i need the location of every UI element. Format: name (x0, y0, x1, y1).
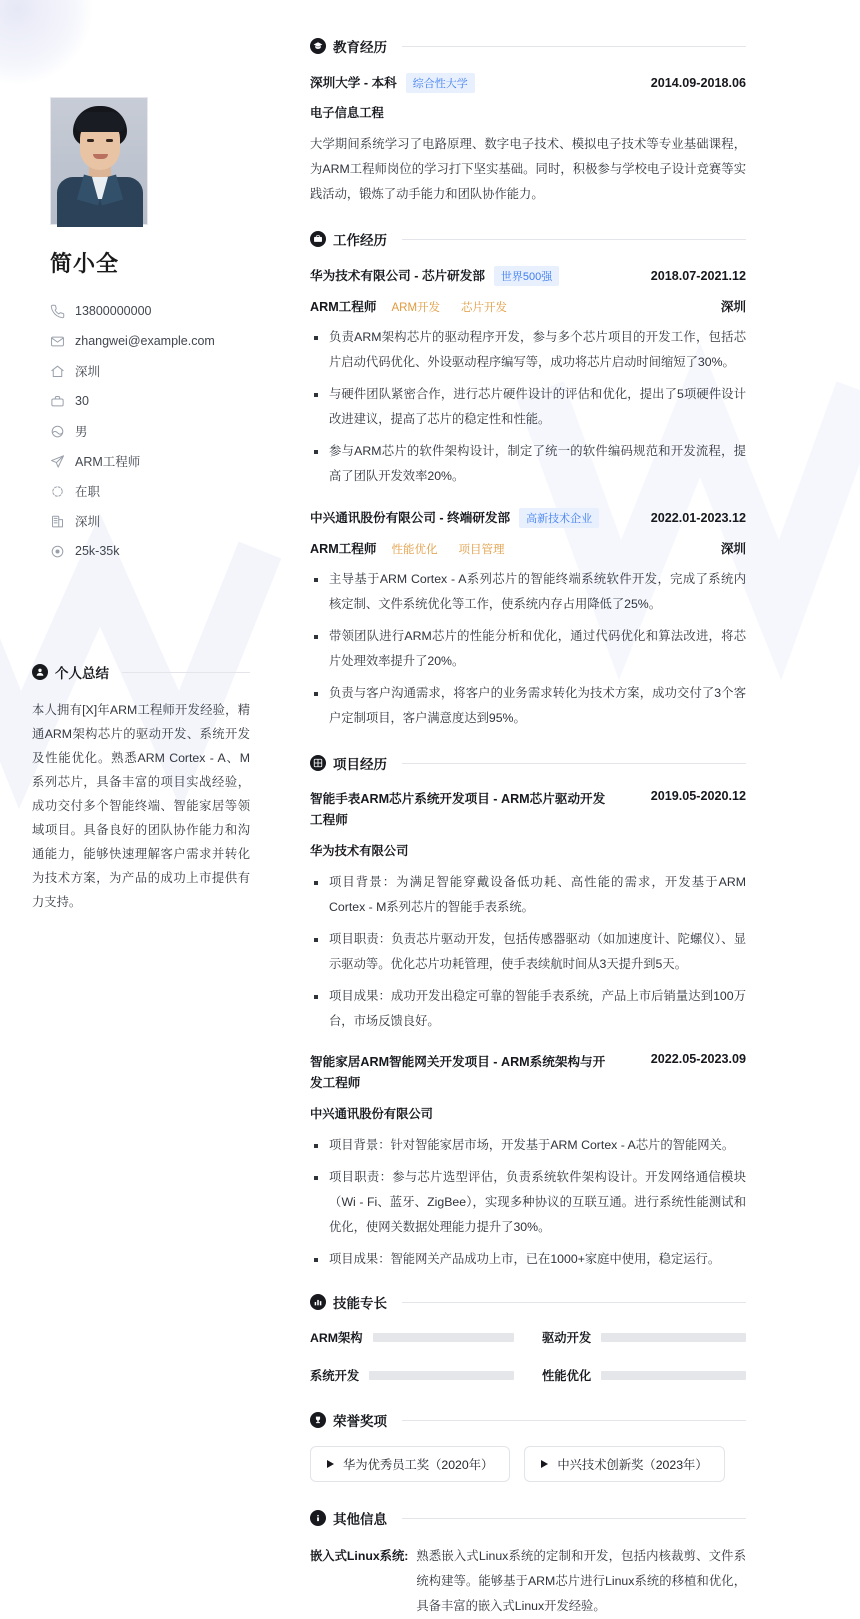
contact-item-email (50, 326, 272, 356)
gender-icon (50, 424, 65, 439)
other-divider (402, 1518, 746, 1519)
education-entry-header (310, 72, 746, 93)
summary-title: 个人总结 (55, 666, 109, 681)
project-company: 中兴通讯股份有限公司 (310, 1107, 433, 1121)
skill-name: 系统开发 (310, 1369, 360, 1383)
education-tag: 综合性大学 (406, 73, 475, 93)
sidebar (0, 0, 300, 1508)
other-label: 嵌入式Linux系统: (310, 1549, 409, 1563)
skill-name: 性能优化 (542, 1369, 592, 1383)
work-entry-header (310, 265, 746, 286)
education-header (310, 36, 746, 56)
skill-bar (601, 1333, 746, 1342)
contact-item-worklocation (50, 506, 272, 536)
page-title: 简小全 (50, 251, 120, 276)
project-name: 智能手表ARM芯片系统开发项目 - ARM芯片驱动开发工程师 (310, 792, 606, 827)
work-date: 2018.07-2021.12 (650, 269, 746, 283)
work-bullet: 负责ARM架构芯片的驱动程序开发，参与多个芯片项目的开发工作，包括芯片启动代码优化、外设驱动程序编写等，成功将芯片启动时间缩短了30%。 (310, 325, 746, 375)
work-tag: 高新技术企业 (519, 508, 599, 528)
honors-header (310, 1410, 746, 1430)
contact-item-salary (50, 536, 272, 566)
contact-value-status: 在职 (75, 485, 101, 499)
honor-item[interactable] (524, 1446, 724, 1482)
graduation-cap-icon (310, 38, 326, 54)
education-description: 大学期间系统学习了电路原理、数字电子技术、模拟电子技术等专业基础课程，为ARM工程师岗位的学习打下坚实基础。同时，积极参与学校电子设计竞赛等实践活动，锻炼了动手能力和团队协作能力。 (310, 137, 746, 201)
skills-section (310, 1292, 746, 1384)
other-header (310, 1508, 746, 1528)
summary-section (32, 662, 250, 914)
education-section (310, 36, 746, 207)
home-icon (50, 364, 65, 379)
work-bullet: 与硬件团队紧密合作，进行芯片硬件设计的评估和优化，提出了5项硬件设计改进建议，提高了芯片的稳定性和性能。 (310, 382, 746, 432)
contact-value-gender: 男 (75, 425, 88, 439)
contact-list (50, 296, 272, 566)
work-role-row (310, 296, 746, 315)
work-role-row (310, 538, 746, 557)
skills-header (310, 1292, 746, 1312)
work-company: 华为技术有限公司 - 芯片研发部 (310, 269, 485, 283)
main-content (300, 0, 794, 1613)
contact-item-gender (50, 416, 272, 446)
summary-divider (122, 672, 250, 673)
briefcase-circle-icon (310, 231, 326, 247)
contact-value-email: zhangwei@example.com (75, 334, 215, 348)
paper-plane-icon (50, 454, 65, 469)
salary-icon (50, 544, 65, 559)
work-title: 工作经历 (333, 233, 387, 248)
project-bullet: 项目成果：成功开发出稳定可靠的智能手表系统，产品上市后销量达到100万台，市场反馈良好。 (310, 984, 746, 1034)
user-circle-icon (32, 664, 48, 680)
contact-value-position: ARM工程师 (75, 455, 141, 469)
status-icon (50, 484, 65, 499)
project-company: 华为技术有限公司 (310, 844, 409, 858)
project-bullet: 项目成果：智能网关产品成功上市，已在1000+家庭中使用，稳定运行。 (310, 1247, 746, 1272)
projects-divider (402, 763, 746, 764)
work-bullet: 带领团队进行ARM芯片的性能分析和优化，通过代码优化和算法改进，将芯片处理效率提升了20%。 (310, 624, 746, 674)
project-bullet: 项目背景：针对智能家居市场，开发基于ARM Cortex - A芯片的智能网关。 (310, 1133, 746, 1158)
chart-bar-icon (310, 1294, 326, 1310)
contact-value-age: 30 (75, 394, 89, 408)
info-circle-icon (310, 1510, 326, 1526)
project-grid-icon (310, 755, 326, 771)
skills-divider (402, 1302, 746, 1303)
work-section (310, 229, 746, 731)
project-entry-header (310, 789, 746, 831)
projects-section (310, 753, 746, 1272)
work-location: 深圳 (720, 542, 746, 556)
work-bullet: 负责与客户沟通需求，将客户的业务需求转化为技术方案，成功交付了3个客户定制项目，客户满意度达到95%。 (310, 681, 746, 731)
contact-item-position (50, 446, 272, 476)
education-major: 电子信息工程 (310, 106, 384, 120)
work-tag: 世界500强 (494, 266, 559, 286)
work-role-tag: 芯片开发 (461, 302, 508, 314)
project-entry (310, 789, 746, 1034)
skill-bar (601, 1371, 746, 1380)
skill-item (310, 1366, 514, 1384)
contact-item-phone (50, 296, 272, 326)
summary-text: 本人拥有[X]年ARM工程师开发经验，精通ARM架构芯片的驱动开发、系统开发及性能优化。熟悉ARM Cortex - A、M系列芯片，具备丰富的项目实战经验，成功交付多个智能终端、智能家居等领域项目。具备良好的团队协作能力和沟通能力，能够快速理解客户需求并转化为技术方案，为产品的成功上市提供有力支持。 (32, 703, 250, 909)
skill-name: ARM架构 (310, 1331, 363, 1345)
skill-item (542, 1366, 746, 1384)
contact-value-phone: 13800000000 (75, 304, 152, 318)
play-triangle-icon (327, 1460, 334, 1468)
other-item (310, 1544, 746, 1619)
work-role: ARM工程师 (310, 542, 377, 556)
work-role-tag: 性能优化 (391, 544, 438, 556)
avatar (50, 97, 148, 225)
project-bullets (310, 1133, 746, 1272)
work-role: ARM工程师 (310, 300, 377, 314)
work-header (310, 229, 746, 249)
honors-list (310, 1446, 746, 1482)
skill-item (310, 1328, 514, 1346)
projects-header (310, 753, 746, 773)
briefcase-icon (50, 394, 65, 409)
projects-title: 项目经历 (333, 757, 387, 772)
contact-item-age (50, 386, 272, 416)
honors-section (310, 1410, 746, 1482)
project-date: 2019.05-2020.12 (650, 789, 746, 803)
education-title: 教育经历 (333, 40, 387, 55)
other-title: 其他信息 (333, 1512, 387, 1527)
contact-item-status (50, 476, 272, 506)
work-entry-header (310, 507, 746, 528)
building-icon (50, 514, 65, 529)
envelope-icon (50, 334, 65, 349)
phone-icon (50, 304, 65, 319)
education-date: 2014.09-2018.06 (650, 76, 746, 90)
project-bullet: 项目背景：为满足智能穿戴设备低功耗、高性能的需求，开发基于ARM Cortex - M系列芯片的智能手表系统。 (310, 870, 746, 920)
skills-title: 技能专长 (333, 1296, 387, 1311)
project-date: 2022.05-2023.09 (650, 1052, 746, 1066)
honors-title: 荣誉奖项 (333, 1414, 387, 1429)
contact-value-salary: 25k-35k (75, 544, 120, 558)
skill-name: 驱动开发 (542, 1331, 592, 1345)
trophy-circle-icon (310, 1412, 326, 1428)
work-entry (310, 265, 746, 489)
work-bullets (310, 325, 746, 489)
other-text: 熟悉嵌入式Linux系统的定制和开发，包括内核裁剪、文件系统构建等。能够基于ARM芯片进行Linux系统的移植和优化，具备丰富的嵌入式Linux开发经验。 (416, 1549, 746, 1613)
work-bullets (310, 567, 746, 731)
project-entry (310, 1052, 746, 1272)
education-school: 深圳大学 - 本科 (310, 76, 397, 90)
honor-item[interactable] (310, 1446, 510, 1482)
work-role-tag: ARM开发 (391, 302, 441, 314)
project-bullet: 项目职责：参与芯片选型评估，负责系统软件架构设计。开发网络通信模块（Wi - Fi、蓝牙、ZigBee），实现多种协议的互联互通。进行系统性能测试和优化，使网关数据处理能力提升了30%。 (310, 1165, 746, 1240)
summary-header (32, 662, 250, 682)
project-bullet: 项目职责：负责芯片驱动开发，包括传感器驱动（如加速度计、陀螺仪）、显示驱动等。优化芯片功耗管理，使手表续航时间从3天提升到5天。 (310, 927, 746, 977)
work-bullet: 主导基于ARM Cortex - A系列芯片的智能终端系统软件开发，完成了系统内核定制、文件系统优化等工作，使系统内存占用降低了25%。 (310, 567, 746, 617)
work-bullet: 参与ARM芯片的软件架构设计，制定了统一的软件编码规范和开发流程，提高了团队开发效率20%。 (310, 439, 746, 489)
project-bullets (310, 870, 746, 1034)
skills-grid (310, 1328, 746, 1384)
work-role-tag: 项目管理 (458, 544, 505, 556)
contact-item-hometown (50, 356, 272, 386)
honors-divider (402, 1420, 746, 1421)
work-entry (310, 507, 746, 731)
work-divider (402, 239, 746, 240)
play-triangle-icon (541, 1460, 548, 1468)
honor-label: 华为优秀员工奖（2020年） (343, 1458, 494, 1472)
honor-label: 中兴技术创新奖（2023年） (557, 1458, 708, 1472)
education-entry (310, 72, 746, 207)
contact-value-worklocation: 深圳 (75, 515, 101, 529)
project-entry-header (310, 1052, 746, 1094)
project-name: 智能家居ARM智能网关开发项目 - ARM系统架构与开发工程师 (310, 1055, 606, 1090)
work-location: 深圳 (720, 300, 746, 314)
skill-bar (369, 1371, 514, 1380)
other-section (310, 1508, 746, 1619)
work-company: 中兴通讯股份有限公司 - 终端研发部 (310, 511, 511, 525)
skill-item (542, 1328, 746, 1346)
work-date: 2022.01-2023.12 (650, 511, 746, 525)
contact-value-hometown: 深圳 (75, 365, 101, 379)
skill-bar (373, 1333, 514, 1342)
education-divider (402, 46, 746, 47)
